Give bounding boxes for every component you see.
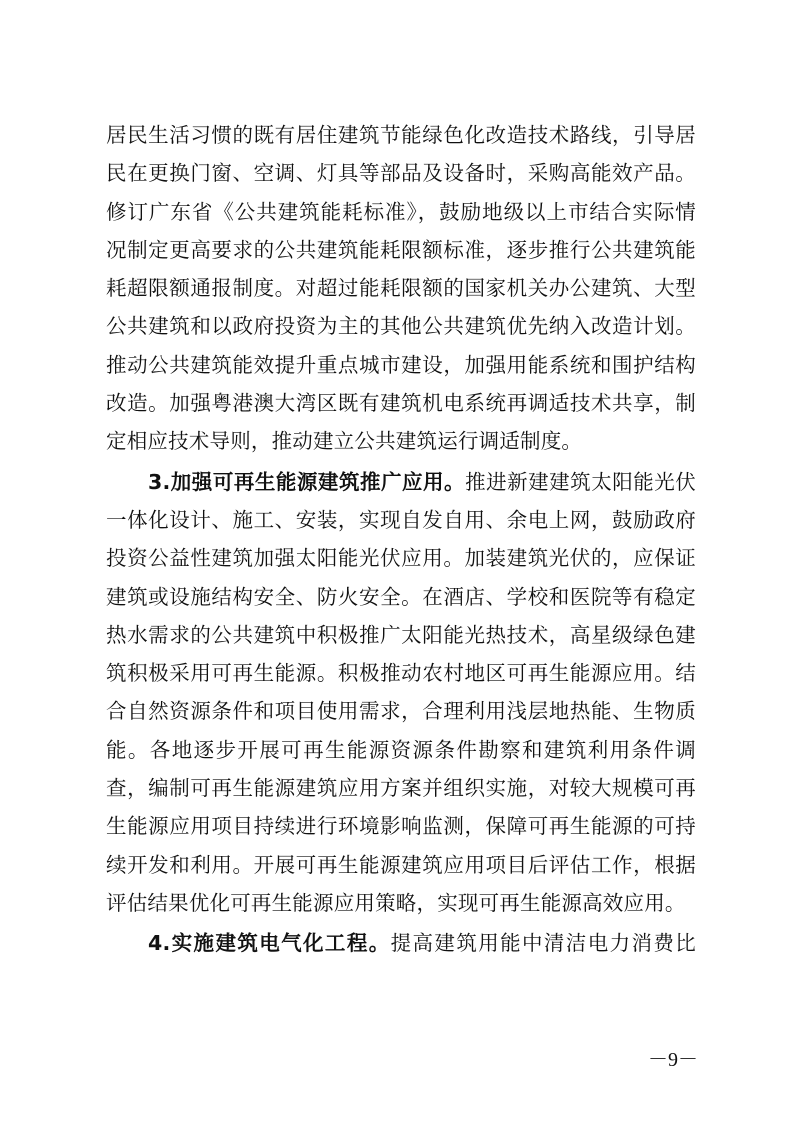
page-number: －9－ <box>648 1049 698 1071</box>
text-line: 筑积极采用可再生能源。积极推动农村地区可再生能源应用。结 <box>106 661 696 686</box>
section-heading: 4.实施建筑电气化工程。 <box>148 931 391 956</box>
text-line: 生能源应用项目持续进行环境影响监测，保障可再生能源的可持 <box>106 814 696 839</box>
text-line: 推动公共建筑能效提升重点城市建设，加强用能系统和围护结构 <box>106 352 696 377</box>
text-line: 耗超限额通报制度。对超过能耗限额的国家机关办公建筑、大型 <box>106 276 696 301</box>
text-line: 能。各地逐步开展可再生能源资源条件勘察和建筑利用条件调 <box>106 737 696 762</box>
text-line: 热水需求的公共建筑中积极推广太阳能光热技术，高星级绿色建 <box>106 622 696 647</box>
text-line: 续开发和利用。开展可再生能源建筑应用项目后评估工作，根据 <box>106 852 696 877</box>
text-line: 定相应技术导则，推动建立公共建筑运行调适制度。 <box>106 429 583 454</box>
text-line: 公共建筑和以政府投资为主的其他公共建筑优先纳入改造计划。 <box>106 314 696 339</box>
text-line: 一体化设计、施工、安装，实现自发自用、余电上网，鼓励政府 <box>106 507 696 532</box>
text-line: 查，编制可再生能源建筑应用方案并组织实施，对较大规模可再 <box>106 776 696 801</box>
text-line: 况制定更高要求的公共建筑能耗限额标准，逐步推行公共建筑能 <box>106 237 696 262</box>
paragraph-first-line <box>106 463 696 501</box>
section-heading: 3.加强可再生能源建筑推广应用。 <box>148 469 466 494</box>
paragraph-first-line <box>106 924 696 962</box>
text-line: 建筑或设施结构安全、防火安全。在酒店、学校和医院等有稳定 <box>106 584 696 609</box>
text-line: 修订广东省《公共建筑能耗标准》，鼓励地级以上市结合实际情 <box>106 199 696 224</box>
text-line: 改造。加强粤港澳大湾区既有建筑机电系统再调适技术共享，制 <box>106 391 696 416</box>
text-line: 民在更换门窗、空调、灯具等部品及设备时，采购高能效产品。 <box>106 161 696 186</box>
text-line: 居民生活习惯的既有居住建筑节能绿色化改造技术路线，引导居 <box>106 123 696 147</box>
text-line: 合自然资源条件和项目使用需求，合理利用浅层地热能、生物质 <box>106 699 696 724</box>
text-span: 推进新建建筑太阳能光伏 <box>465 469 696 494</box>
text-span: 提高建筑用能中清洁电力消费比 <box>390 931 696 956</box>
body-text <box>106 116 696 963</box>
text-line: 评估结果优化可再生能源应用策略，实现可再生能源高效应用。 <box>106 890 686 915</box>
text-line: 投资公益性建筑加强太阳能光伏应用。加装建筑光伏的，应保证 <box>106 546 696 571</box>
